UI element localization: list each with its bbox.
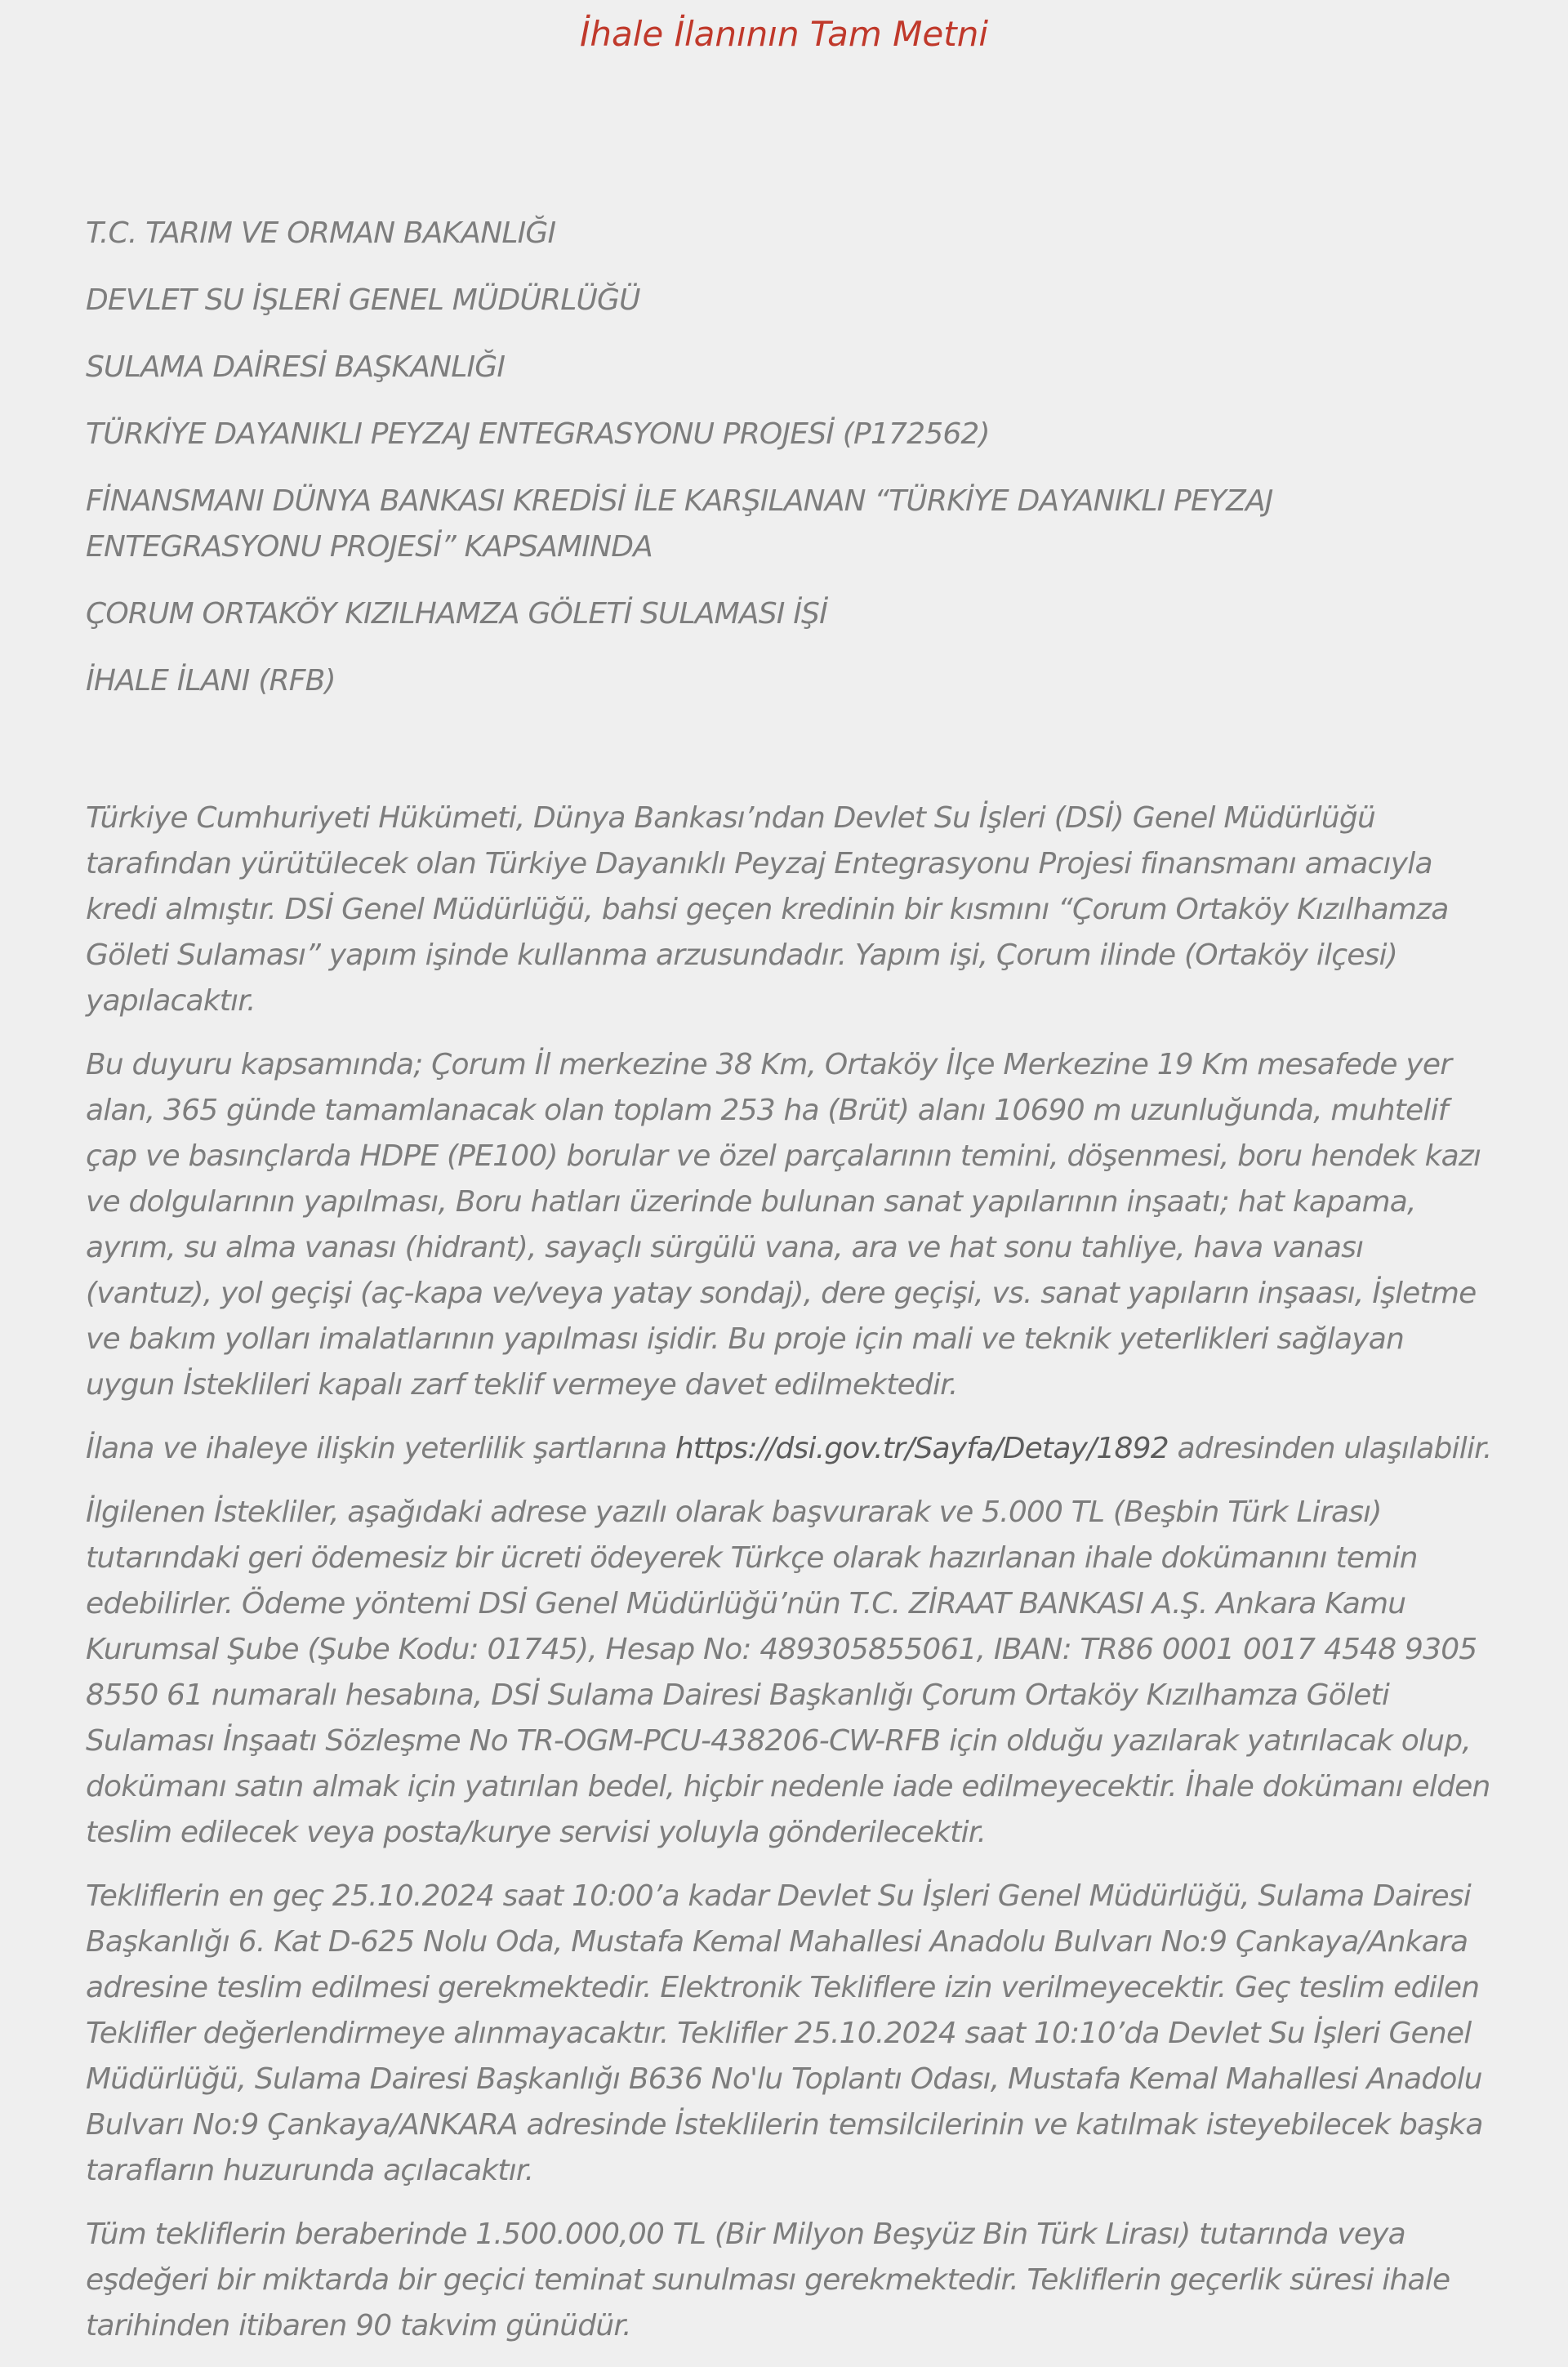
qualification-text-before: İlana ve ihaleye ilişkin yeterlilik şartlarına (86, 1432, 675, 1465)
paragraph-qualification (86, 1426, 1494, 1472)
qualification-link[interactable]: https://dsi.gov.tr/Sayfa/Detay/1892 (675, 1432, 1169, 1465)
header-project: TÜRKİYE DAYANIKLI PEYZAJ ENTEGRASYONU PROJESİ (P172562) (86, 417, 990, 451)
paragraph-bid-security: Tüm tekliflerin beraberinde 1.500.000,00 TL (Bir Milyon Beşyüz Bin Türk Lirası) tutarında veya eşdeğeri bir miktarda bir geçici teminat sunulması gerekmektedir. Tekliflerin geçerlik süresi ihale tarihinden itibaren 90 takvim günüdür. (86, 2218, 1450, 2342)
announcement-body (86, 211, 1494, 2367)
paragraph-financing: Türkiye Cumhuriyeti Hükümeti, Dünya Bankası’ndan Devlet Su İşleri (DSİ) Genel Müdürlüğü tarafından yürütülecek olan Türkiye Dayanıklı Peyzaj Entegrasyonu Projesi finansmanı amacıyla kredi almıştır. DSİ Genel Müdürlüğü, bahsi geçen kredinin bir kısmını “Çorum Ortaköy Kızılhamza Göleti Sulaması” yapım işinde kullanma arzusundadır. Yapım işi, Çorum ilinde (Ortaköy ilçesi) yapılacaktır. (86, 801, 1449, 1018)
header-ministry: T.C. TARIM VE ORMAN BAKANLIĞI (86, 216, 556, 250)
header-directorate: DEVLET SU İŞLERİ GENEL MÜDÜRLÜĞÜ (86, 283, 640, 317)
qualification-text-after: adresinden ulaşılabilir. (1168, 1432, 1492, 1465)
header-department: SULAMA DAİRESİ BAŞKANLIĞI (86, 350, 506, 384)
paragraph-scope: Bu duyuru kapsamında; Çorum İl merkezine 38 Km, Ortaköy İlçe Merkezine 19 Km mesafede yer alan, 365 günde tamamlanacak olan toplam 253 ha (Brüt) alanı 10690 m uzunluğunda, muhtelif çap ve basınçlarda HDPE (PE100) borular ve özel parçalarının temini, döşenmesi, boru hendek kazı ve dolgularının yapılması, Boru hatları üzerinde bulunan sanat yapılarının inşaatı; hat kapama, ayrım, su alma vanası (hidrant), sayaçlı sürgülü vana, ara ve hat sonu tahliye, hava vanası (vantuz), yol geçişi (aç-kapa ve/veya yatay sondaj), dere geçişi, vs. sanat yapıların inşaası, İşletme ve bakım yolları imalatlarının yapılması işidir. Bu proje için mali ve teknik yeterlikleri sağlayan uygun İsteklileri kapalı zarf teklif vermeye davet edilmektedir. (86, 1048, 1481, 1402)
header-financing: FİNANSMANI DÜNYA BANKASI KREDİSİ İLE KARŞILANAN “TÜRKİYE DAYANIKLI PEYZAJ ENTEGRASYONU PROJESİ” KAPSAMINDA (86, 484, 1273, 564)
paragraph-document-purchase: İlgilenen İstekliler, aşağıdaki adrese yazılı olarak başvurarak ve 5.000 TL (Beşbin Türk Lirası) tutarındaki geri ödemesiz bir ücreti ödeyerek Türkçe olarak hazırlanan ihale dokümanını temin edebilirler. Ödeme yöntemi DSİ Genel Müdürlüğü’nün T.C. ZİRAAT BANKASI A.Ş. Ankara Kamu Kurumsal Şube (Şube Kodu: 01745), Hesap No: 489305855061, IBAN: TR86 0001 0017 4548 9305 8550 61 numaralı hesabına, DSİ Sulama Dairesi Başkanlığı Çorum Ortaköy Kızılhamza Göleti Sulaması İnşaatı Sözleşme No TR-OGM-PCU-438206-CW-RFB için olduğu yazılarak yatırılacak olup, dokümanı satın almak için yatırılan bedel, hiçbir nedenle iade edilmeyecektir. İhale dokümanı elden teslim edilecek veya posta/kurye servisi yoluyla gönderilecektir. (86, 1496, 1490, 1849)
header-tender-notice: İHALE İLANI (RFB) (86, 664, 336, 698)
page-title: İhale İlanının Tam Metni (579, 14, 989, 54)
paragraph-submission: Tekliflerin en geç 25.10.2024 saat 10:00’a kadar Devlet Su İşleri Genel Müdürlüğü, Sulama Dairesi Başkanlığı 6. Kat D-625 Nolu Oda, Mustafa Kemal Mahallesi Anadolu Bulvarı No:9 Çankaya/Ankara adresine teslim edilmesi gerekmektedir. Elektronik Tekliflere izin verilmeyecektir. Geç teslim edilen Teklifler değerlendirmeye alınmayacaktır. Teklifler 25.10.2024 saat 10:10’da Devlet Su İşleri Genel Müdürlüğü, Sulama Dairesi Başkanlığı B636 No'lu Toplantı Odası, Mustafa Kemal Mahallesi Anadolu Bulvarı No:9 Çankaya/ANKARA adresinde İsteklilerin temsilcilerinin ve katılmak isteyebilecek başka tarafların huzurunda açılacaktır. (86, 1879, 1483, 2187)
header-work-name: ÇORUM ORTAKÖY KIZILHAMZA GÖLETİ SULAMASI İŞİ (86, 597, 827, 631)
